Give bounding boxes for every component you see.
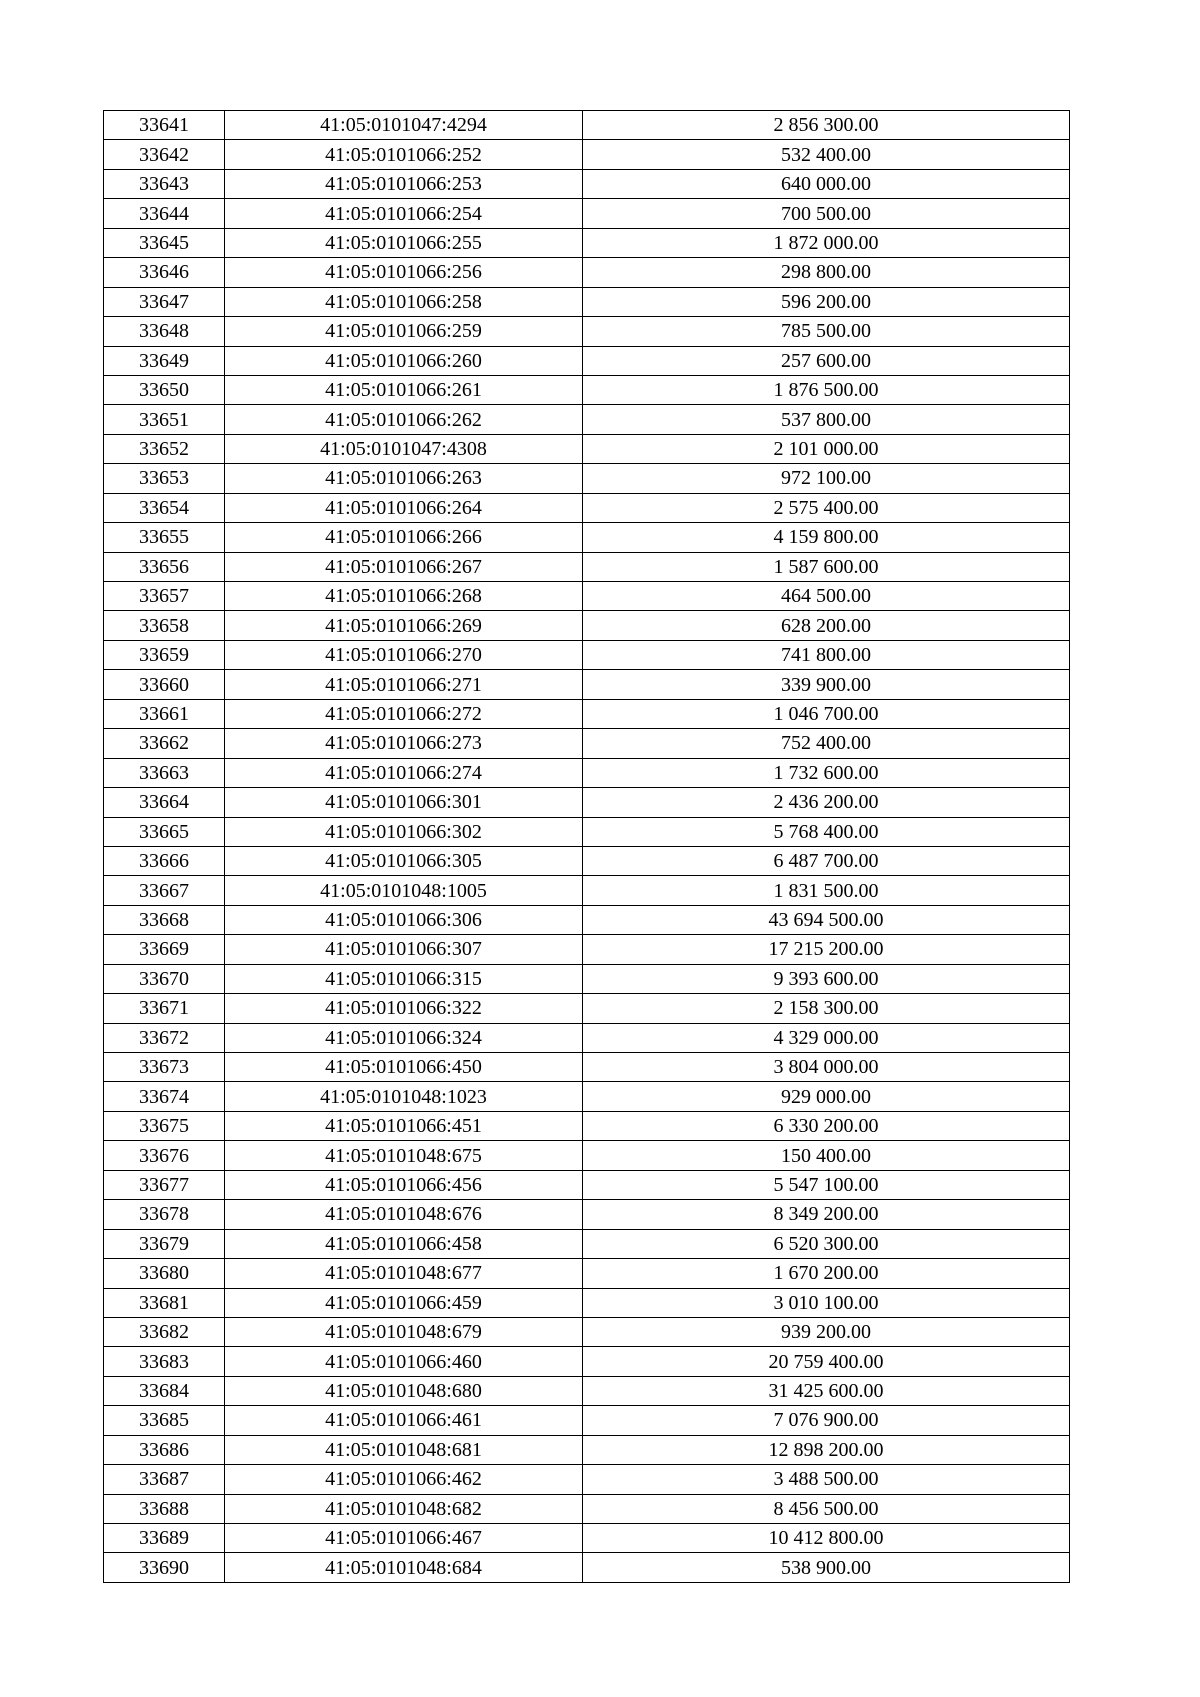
- table-row: [104, 1082, 1070, 1111]
- cadastral-value-table: [103, 110, 1070, 1583]
- cadastral-value-cell: 1 876 500.00: [583, 375, 1070, 404]
- cadastral-value-cell: 4 329 000.00: [583, 1023, 1070, 1052]
- row-number-cell: 33655: [104, 523, 225, 552]
- row-number-cell: 33666: [104, 846, 225, 875]
- cadastral-number-cell: 41:05:0101066:301: [225, 788, 583, 817]
- row-number-cell: 33680: [104, 1259, 225, 1288]
- table-row: [104, 140, 1070, 169]
- row-number-cell: 33684: [104, 1376, 225, 1405]
- cadastral-value-cell: 5 768 400.00: [583, 817, 1070, 846]
- cadastral-value-cell: 339 900.00: [583, 670, 1070, 699]
- row-number-cell: 33675: [104, 1111, 225, 1140]
- cadastral-value-cell: 741 800.00: [583, 640, 1070, 669]
- table-row: [104, 817, 1070, 846]
- row-number-cell: 33660: [104, 670, 225, 699]
- cadastral-value-cell: 5 547 100.00: [583, 1170, 1070, 1199]
- cadastral-number-cell: 41:05:0101066:255: [225, 228, 583, 257]
- cadastral-number-cell: 41:05:0101066:272: [225, 699, 583, 728]
- cadastral-value-cell: 1 872 000.00: [583, 228, 1070, 257]
- table-row: [104, 111, 1070, 140]
- cadastral-number-cell: 41:05:0101066:450: [225, 1053, 583, 1082]
- cadastral-value-cell: 1 831 500.00: [583, 876, 1070, 905]
- table-row: [104, 994, 1070, 1023]
- row-number-cell: 33663: [104, 758, 225, 787]
- row-number-cell: 33673: [104, 1053, 225, 1082]
- row-number-cell: 33652: [104, 434, 225, 463]
- table-row: [104, 788, 1070, 817]
- cadastral-number-cell: 41:05:0101066:456: [225, 1170, 583, 1199]
- cadastral-number-cell: 41:05:0101048:677: [225, 1259, 583, 1288]
- table-row: [104, 1347, 1070, 1376]
- table-row: [104, 670, 1070, 699]
- table-row: [104, 1406, 1070, 1435]
- table-row: [104, 346, 1070, 375]
- cadastral-value-cell: 929 000.00: [583, 1082, 1070, 1111]
- cadastral-number-cell: 41:05:0101066:305: [225, 846, 583, 875]
- row-number-cell: 33642: [104, 140, 225, 169]
- cadastral-value-cell: 20 759 400.00: [583, 1347, 1070, 1376]
- cadastral-number-cell: 41:05:0101066:260: [225, 346, 583, 375]
- table-row: [104, 964, 1070, 993]
- table-row: [104, 317, 1070, 346]
- row-number-cell: 33647: [104, 287, 225, 316]
- row-number-cell: 33665: [104, 817, 225, 846]
- cadastral-number-cell: 41:05:0101066:462: [225, 1465, 583, 1494]
- row-number-cell: 33688: [104, 1494, 225, 1523]
- table-row: [104, 464, 1070, 493]
- cadastral-value-cell: 6 330 200.00: [583, 1111, 1070, 1140]
- row-number-cell: 33645: [104, 228, 225, 257]
- table-row: [104, 699, 1070, 728]
- row-number-cell: 33646: [104, 258, 225, 287]
- cadastral-value-cell: 8 349 200.00: [583, 1200, 1070, 1229]
- table-row: [104, 1494, 1070, 1523]
- row-number-cell: 33687: [104, 1465, 225, 1494]
- table-row: [104, 1465, 1070, 1494]
- table-row: [104, 1170, 1070, 1199]
- cadastral-number-cell: 41:05:0101048:676: [225, 1200, 583, 1229]
- cadastral-number-cell: 41:05:0101048:682: [225, 1494, 583, 1523]
- cadastral-number-cell: 41:05:0101066:271: [225, 670, 583, 699]
- cadastral-number-cell: 41:05:0101066:459: [225, 1288, 583, 1317]
- table-row: [104, 1200, 1070, 1229]
- table-row: [104, 1317, 1070, 1346]
- row-number-cell: 33682: [104, 1317, 225, 1346]
- cadastral-value-cell: 628 200.00: [583, 611, 1070, 640]
- cadastral-value-cell: 1 732 600.00: [583, 758, 1070, 787]
- table-row: [104, 199, 1070, 228]
- table-row: [104, 640, 1070, 669]
- row-number-cell: 33664: [104, 788, 225, 817]
- cadastral-number-cell: 41:05:0101066:256: [225, 258, 583, 287]
- row-number-cell: 33641: [104, 111, 225, 140]
- cadastral-value-cell: 257 600.00: [583, 346, 1070, 375]
- table-row: [104, 1053, 1070, 1082]
- row-number-cell: 33654: [104, 493, 225, 522]
- cadastral-number-cell: 41:05:0101066:458: [225, 1229, 583, 1258]
- table-row: [104, 611, 1070, 640]
- cadastral-number-cell: 41:05:0101066:254: [225, 199, 583, 228]
- row-number-cell: 33690: [104, 1553, 225, 1582]
- cadastral-value-cell: 752 400.00: [583, 729, 1070, 758]
- table-row: [104, 1023, 1070, 1052]
- cadastral-number-cell: 41:05:0101066:268: [225, 582, 583, 611]
- table-row: [104, 758, 1070, 787]
- table-row: [104, 935, 1070, 964]
- cadastral-number-cell: 41:05:0101066:307: [225, 935, 583, 964]
- row-number-cell: 33686: [104, 1435, 225, 1464]
- cadastral-value-cell: 1 670 200.00: [583, 1259, 1070, 1288]
- cadastral-value-cell: 939 200.00: [583, 1317, 1070, 1346]
- table-row: [104, 287, 1070, 316]
- cadastral-number-cell: 41:05:0101066:324: [225, 1023, 583, 1052]
- cadastral-value-cell: 43 694 500.00: [583, 905, 1070, 934]
- row-number-cell: 33678: [104, 1200, 225, 1229]
- cadastral-value-cell: 2 575 400.00: [583, 493, 1070, 522]
- cadastral-value-cell: 6 520 300.00: [583, 1229, 1070, 1258]
- cadastral-number-cell: 41:05:0101048:675: [225, 1141, 583, 1170]
- row-number-cell: 33659: [104, 640, 225, 669]
- table-row: [104, 1229, 1070, 1258]
- cadastral-number-cell: 41:05:0101066:259: [225, 317, 583, 346]
- cadastral-value-cell: 1 046 700.00: [583, 699, 1070, 728]
- cadastral-value-cell: 3 488 500.00: [583, 1465, 1070, 1494]
- table-body: [104, 111, 1070, 1583]
- cadastral-value-cell: 8 456 500.00: [583, 1494, 1070, 1523]
- row-number-cell: 33649: [104, 346, 225, 375]
- table-row: [104, 258, 1070, 287]
- cadastral-number-cell: 41:05:0101066:266: [225, 523, 583, 552]
- cadastral-value-cell: 1 587 600.00: [583, 552, 1070, 581]
- table-row: [104, 1524, 1070, 1553]
- cadastral-number-cell: 41:05:0101066:258: [225, 287, 583, 316]
- cadastral-value-cell: 7 076 900.00: [583, 1406, 1070, 1435]
- table-row: [104, 876, 1070, 905]
- cadastral-number-cell: 41:05:0101048:679: [225, 1317, 583, 1346]
- row-number-cell: 33657: [104, 582, 225, 611]
- cadastral-number-cell: 41:05:0101066:467: [225, 1524, 583, 1553]
- cadastral-number-cell: 41:05:0101066:270: [225, 640, 583, 669]
- cadastral-value-cell: 538 900.00: [583, 1553, 1070, 1582]
- cadastral-number-cell: 41:05:0101066:269: [225, 611, 583, 640]
- cadastral-value-cell: 298 800.00: [583, 258, 1070, 287]
- table-row: [104, 169, 1070, 198]
- row-number-cell: 33679: [104, 1229, 225, 1258]
- cadastral-value-cell: 2 158 300.00: [583, 994, 1070, 1023]
- cadastral-number-cell: 41:05:0101048:1023: [225, 1082, 583, 1111]
- cadastral-number-cell: 41:05:0101066:302: [225, 817, 583, 846]
- table-row: [104, 1435, 1070, 1464]
- table-row: [104, 434, 1070, 463]
- cadastral-value-cell: 532 400.00: [583, 140, 1070, 169]
- cadastral-value-cell: 464 500.00: [583, 582, 1070, 611]
- row-number-cell: 33656: [104, 552, 225, 581]
- table-row: [104, 405, 1070, 434]
- cadastral-value-cell: 537 800.00: [583, 405, 1070, 434]
- cadastral-value-cell: 596 200.00: [583, 287, 1070, 316]
- table-row: [104, 1288, 1070, 1317]
- row-number-cell: 33648: [104, 317, 225, 346]
- cadastral-value-cell: 2 436 200.00: [583, 788, 1070, 817]
- row-number-cell: 33681: [104, 1288, 225, 1317]
- cadastral-value-cell: 2 856 300.00: [583, 111, 1070, 140]
- row-number-cell: 33677: [104, 1170, 225, 1199]
- row-number-cell: 33672: [104, 1023, 225, 1052]
- table-row: [104, 582, 1070, 611]
- cadastral-number-cell: 41:05:0101048:681: [225, 1435, 583, 1464]
- row-number-cell: 33653: [104, 464, 225, 493]
- cadastral-value-cell: 17 215 200.00: [583, 935, 1070, 964]
- cadastral-value-cell: 640 000.00: [583, 169, 1070, 198]
- table-row: [104, 228, 1070, 257]
- cadastral-value-cell: 150 400.00: [583, 1141, 1070, 1170]
- row-number-cell: 33651: [104, 405, 225, 434]
- row-number-cell: 33671: [104, 994, 225, 1023]
- row-number-cell: 33667: [104, 876, 225, 905]
- cadastral-number-cell: 41:05:0101066:306: [225, 905, 583, 934]
- cadastral-value-cell: 3 010 100.00: [583, 1288, 1070, 1317]
- cadastral-value-cell: 3 804 000.00: [583, 1053, 1070, 1082]
- cadastral-value-cell: 4 159 800.00: [583, 523, 1070, 552]
- cadastral-value-cell: 31 425 600.00: [583, 1376, 1070, 1405]
- cadastral-number-cell: 41:05:0101066:262: [225, 405, 583, 434]
- cadastral-number-cell: 41:05:0101066:252: [225, 140, 583, 169]
- table-row: [104, 1376, 1070, 1405]
- cadastral-number-cell: 41:05:0101047:4294: [225, 111, 583, 140]
- cadastral-number-cell: 41:05:0101066:451: [225, 1111, 583, 1140]
- cadastral-number-cell: 41:05:0101066:322: [225, 994, 583, 1023]
- row-number-cell: 33669: [104, 935, 225, 964]
- table-row: [104, 1553, 1070, 1582]
- row-number-cell: 33662: [104, 729, 225, 758]
- cadastral-number-cell: 41:05:0101066:263: [225, 464, 583, 493]
- table-row: [104, 375, 1070, 404]
- row-number-cell: 33661: [104, 699, 225, 728]
- cadastral-value-cell: 9 393 600.00: [583, 964, 1070, 993]
- table-row: [104, 552, 1070, 581]
- table-row: [104, 729, 1070, 758]
- row-number-cell: 33683: [104, 1347, 225, 1376]
- row-number-cell: 33644: [104, 199, 225, 228]
- cadastral-value-cell: 12 898 200.00: [583, 1435, 1070, 1464]
- table-row: [104, 523, 1070, 552]
- table-row: [104, 1259, 1070, 1288]
- cadastral-value-cell: 10 412 800.00: [583, 1524, 1070, 1553]
- cadastral-number-cell: 41:05:0101066:461: [225, 1406, 583, 1435]
- cadastral-value-cell: 700 500.00: [583, 199, 1070, 228]
- table-row: [104, 1141, 1070, 1170]
- table-row: [104, 846, 1070, 875]
- cadastral-number-cell: 41:05:0101066:273: [225, 729, 583, 758]
- cadastral-value-cell: 6 487 700.00: [583, 846, 1070, 875]
- table-row: [104, 493, 1070, 522]
- cadastral-number-cell: 41:05:0101066:264: [225, 493, 583, 522]
- cadastral-value-cell: 972 100.00: [583, 464, 1070, 493]
- row-number-cell: 33676: [104, 1141, 225, 1170]
- cadastral-number-cell: 41:05:0101047:4308: [225, 434, 583, 463]
- row-number-cell: 33658: [104, 611, 225, 640]
- cadastral-number-cell: 41:05:0101048:1005: [225, 876, 583, 905]
- row-number-cell: 33685: [104, 1406, 225, 1435]
- row-number-cell: 33670: [104, 964, 225, 993]
- table-row: [104, 905, 1070, 934]
- row-number-cell: 33674: [104, 1082, 225, 1111]
- cadastral-number-cell: 41:05:0101066:460: [225, 1347, 583, 1376]
- cadastral-number-cell: 41:05:0101048:684: [225, 1553, 583, 1582]
- cadastral-number-cell: 41:05:0101066:315: [225, 964, 583, 993]
- row-number-cell: 33689: [104, 1524, 225, 1553]
- cadastral-number-cell: 41:05:0101066:267: [225, 552, 583, 581]
- row-number-cell: 33650: [104, 375, 225, 404]
- cadastral-value-cell: 785 500.00: [583, 317, 1070, 346]
- cadastral-number-cell: 41:05:0101066:274: [225, 758, 583, 787]
- table-row: [104, 1111, 1070, 1140]
- cadastral-number-cell: 41:05:0101066:261: [225, 375, 583, 404]
- cadastral-number-cell: 41:05:0101048:680: [225, 1376, 583, 1405]
- row-number-cell: 33643: [104, 169, 225, 198]
- cadastral-number-cell: 41:05:0101066:253: [225, 169, 583, 198]
- cadastral-value-cell: 2 101 000.00: [583, 434, 1070, 463]
- row-number-cell: 33668: [104, 905, 225, 934]
